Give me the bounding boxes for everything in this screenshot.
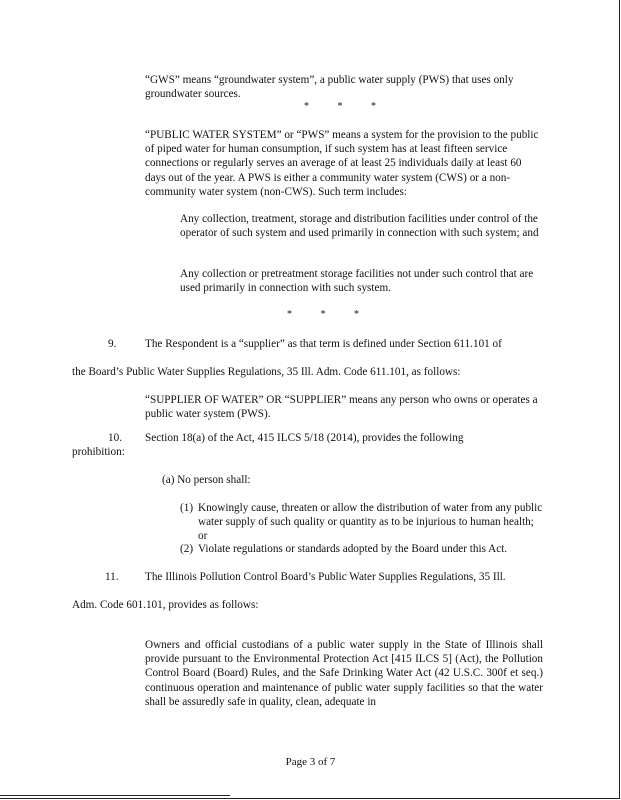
page-number: Page 3 of 7 xyxy=(285,756,336,768)
paragraph-9-line-1: The Respondent is a “supplier” as that term is defined under Section 611.101 of xyxy=(145,338,502,350)
pws-includes-a: Any collection, treatment, storage and distribution facilities under control of the operator of such system and used primarily in connection with such system; and xyxy=(180,213,539,240)
paragraph-10-number: 10. xyxy=(108,432,122,444)
paragraph-11-number: 11. xyxy=(105,571,119,583)
regulation-quote: Owners and official custodians of a public water supply in the State of Illinois shall provide pursuant to the Environmental Protection Act [415 ILCS 5] (Act), the Pollution Control Board (Board) Rules, and the Safe Drinking Water Act (42 U.S.C. 300f et seq.) continuous operation and maintenance of public water supply facilities so that the water shall be assuredly safe in quality, clean, adequate in xyxy=(145,639,543,708)
paragraph-9-line-2: the Board’s Public Water Supplies Regulations, 35 Ill. Adm. Code 611.101, as follows: xyxy=(72,366,461,378)
pws-definition: “PUBLIC WATER SYSTEM” or “PWS” means a system for the provision to the public of piped water for human consumption, if such system has at least fifteen service connections or regularly serves an average of at least 25 individuals daily at least 60 days out of the year. A PWS is either a community water system (CWS) or a non-community water system (non-CWS). Such term includes: xyxy=(145,129,539,198)
paragraph-11-line-1: The Illinois Pollution Control Board’s Public Water Supplies Regulations, 35 Ill. xyxy=(145,571,506,583)
item-2-marker: (2) xyxy=(180,543,194,555)
bottom-rule xyxy=(0,795,230,796)
section-18a-heading: (a) No person shall: xyxy=(162,474,251,486)
paragraph-10-line-2: prohibition: xyxy=(72,446,125,458)
paragraph-10-line-1: Section 18(a) of the Act, 415 ILCS 5/18 (2014), provides the following xyxy=(145,432,464,444)
item-1-marker: (1) xyxy=(180,502,194,514)
paragraph-11-line-2: Adm. Code 601.101, provides as follows: xyxy=(72,599,259,611)
paragraph-9-number: 9. xyxy=(108,338,117,350)
item-2-text: Violate regulations or standards adopted by the Board under this Act. xyxy=(198,543,508,555)
ellipsis-stars-2: * * * xyxy=(287,309,359,320)
ellipsis-stars-1: * * * xyxy=(304,101,376,112)
gws-definition: “GWS” means “groundwater system”, a public water supply (PWS) that uses only groundwater sources. xyxy=(145,74,514,101)
supplier-definition: “SUPPLIER OF WATER” OR “SUPPLIER” means any person who owns or operates a public water system (PWS). xyxy=(145,394,538,421)
item-1-text: Knowingly cause, threaten or allow the distribution of water from any public water supply of such quality or quantity as to be injurious to human health; or xyxy=(198,502,543,543)
pws-includes-b: Any collection or pretreatment storage facilities not under such control that are used primarily in connection with such system. xyxy=(180,268,534,295)
